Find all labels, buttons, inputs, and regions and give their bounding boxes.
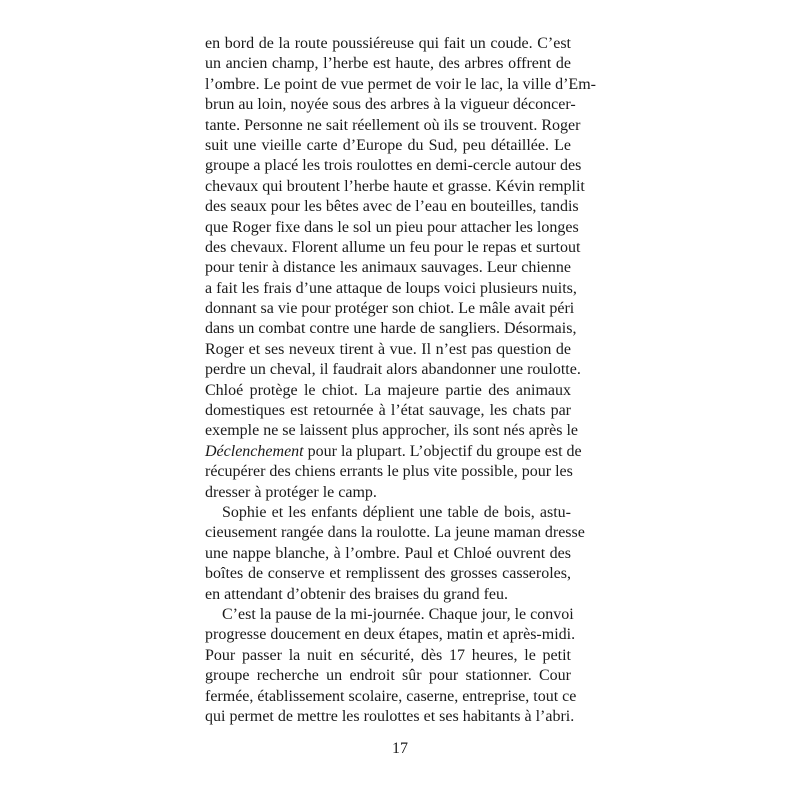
text-line: dresser à protéger le camp. [205,483,377,501]
text-line: que Roger fixe dans le sol un pieu pour attacher les longes [205,218,579,236]
paragraph-1 [205,34,596,503]
text-line: exemple ne se laissent plus approcher, ils sont nés après le [205,422,579,440]
text-line: qui permet de mettre les roulottes et ses habitants à l’abri. [205,707,575,725]
text-line: dans un combat contre une harde de sangliers. Désormais, [205,320,577,338]
text-line: récupérer des chiens errants le plus vite possible, pour les [205,463,573,481]
text-line: en bord de la route poussiéreuse qui fait un coude. C’est [205,35,571,52]
text-line: cieusement rangée dans la roulotte. La jeune maman dresse [205,524,585,542]
text-line: C’est la pause de la mi-journée. Chaque jour, le convoi [222,605,574,623]
text-line: des chevaux. Florent allume un feu pour le repas et surtout [205,238,581,256]
text-line: une nappe blanche, à l’ombre. Paul et Chloé ouvrent des [205,544,571,562]
text-line: en attendant d’obtenir des braises du grand feu. [205,585,509,603]
body-text [205,34,596,727]
text-line: groupe recherche un endroit sûr pour stationner. Cour [205,667,571,685]
text-line: fermée, établissement scolaire, caserne, entreprise, tout ce [205,687,577,705]
text-line: Roger et ses neveux tirent à vue. Il n’est pas question de [205,340,571,358]
text-line: domestiques est retournée à l’état sauvage, les chats par [205,402,571,420]
text-line: des seaux pour les bêtes avec de l’eau en bouteilles, tandis [205,198,579,216]
text-line: suit une vieille carte d’Europe du Sud, peu détaillée. Le [205,136,571,154]
text-line: l’ombre. Le point de vue permet de voir le lac, la ville d’Em- [205,75,596,93]
text-line: progresse doucement en deux étapes, matin et après-midi. [205,626,576,644]
paragraph-3 [205,605,577,727]
text-line: Chloé protège le chiot. La majeure partie des animaux [205,381,571,399]
text-line: donnant sa vie pour protéger son chiot. Le mâle avait péri [205,300,575,318]
text-line: Pour passer la nuit en sécurité, dès 17 heures, le petit [205,646,571,664]
text-line: Sophie et les enfants déplient une table de bois, astu- [222,503,571,521]
text-line-rest: pour la plupart. L’objectif du groupe est de [303,442,582,460]
text-line: tante. Personne ne sait réellement où ils se trouvent. Roger [205,116,581,134]
text-line: chevaux qui broutent l’herbe haute et grasse. Kévin remplit [205,177,585,195]
text-line: pour tenir à distance les animaux sauvages. Leur chienne [205,259,571,277]
text-line-with-italic [205,442,582,462]
text-line: a fait les frais d’une attaque de loups voici plusieurs nuits, [205,279,577,297]
page-number: 17 [392,740,408,757]
paragraph-2 [205,503,585,605]
text-line: un ancien champ, l’herbe est haute, des arbres offrent de [205,55,571,73]
text-line: brun au loin, noyée sous des arbres à la vigueur déconcer- [205,96,576,114]
text-line: groupe a placé les trois roulottes en demi-cercle autour des [205,157,582,175]
text-line: boîtes de conserve et remplissent des grosses casseroles, [205,565,571,583]
italic-term: Déclenchement [205,442,304,460]
text-line: perdre un cheval, il faudrait alors abandonner une roulotte. [205,361,581,379]
